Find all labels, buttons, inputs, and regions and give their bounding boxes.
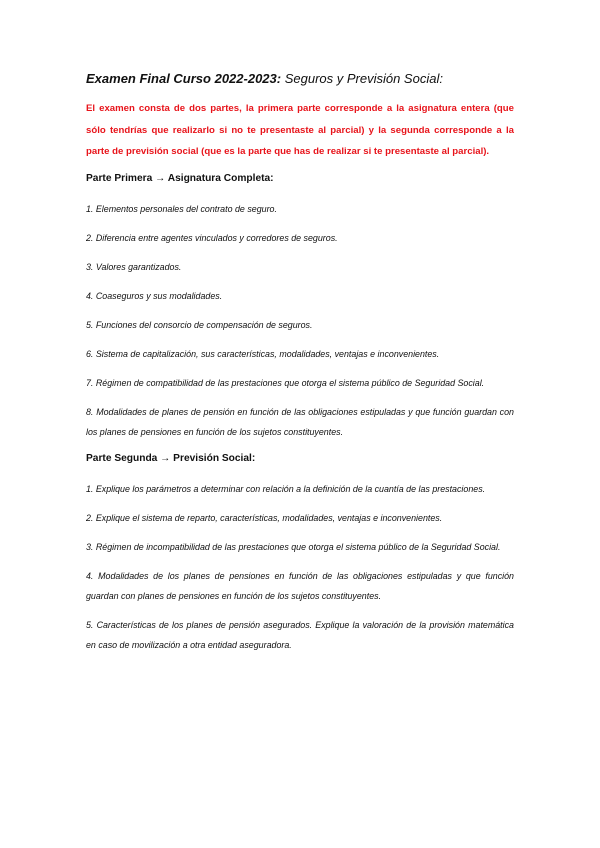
document-page: [86, 70, 514, 664]
title-bold-part: Examen Final Curso 2022-2023:: [86, 71, 282, 86]
part1-question-2: 2. Diferencia entre agentes vinculados y corredores de seguros.: [86, 232, 338, 243]
part1-question-list: [86, 199, 514, 442]
part1-question-8: 8. Modalidades de planes de pensión en función de las obligaciones estipuladas y que función guardan con los planes de pensiones en función de los sujetos constituyentes.: [86, 406, 514, 437]
title-subject: Seguros y Previsión Social:: [281, 71, 443, 86]
part2-question-1: 1. Explique los parámetros a determinar con relación a la definición de la cuantía de las prestaciones.: [86, 483, 486, 494]
document-title: [86, 70, 514, 88]
part2-heading: Parte Segunda → Previsión Social:: [86, 452, 256, 464]
part2-question-4: 4. Modalidades de los planes de pensiones en función de las obligaciones estipuladas y que función guardan con planes de pensiones en función de los sujetos constituyentes.: [86, 570, 514, 601]
part2-question-2: 2. Explique el sistema de reparto, características, modalidades, ventajas e inconvenientes.: [86, 512, 443, 523]
part1-question-3: 3. Valores garantizados.: [86, 261, 182, 272]
part1-question-4: 4. Coaseguros y sus modalidades.: [86, 290, 223, 301]
part2-question-list: [86, 479, 514, 655]
part1-question-7: 7. Régimen de compatibilidad de las prestaciones que otorga el sistema público de Seguridad Social.: [86, 377, 485, 388]
part2-question-5: 5. Características de los planes de pensión asegurados. Explique la valoración de la provisión matemática en caso de movilización a otra entidad aseguradora.: [86, 619, 514, 650]
part2-question-3: 3. Régimen de incompatibilidad de las prestaciones que otorga el sistema público de la Seguridad Social.: [86, 541, 501, 552]
exam-instructions: El examen consta de dos partes, la primera parte corresponde a la asignatura entera (que sólo tendrías que realizarlo si no te presentaste al parcial) y la segunda corresponde a la parte de previsión social (que es la parte que has de realizar si te presentaste al parcial).: [86, 103, 514, 157]
part1-question-5: 5. Funciones del consorcio de compensación de seguros.: [86, 319, 313, 330]
part1-question-6: 6. Sistema de capitalización, sus características, modalidades, ventajas e inconvenientes.: [86, 348, 440, 359]
part1-heading: Parte Primera → Asignatura Completa:: [86, 172, 274, 184]
part1-question-1: 1. Elementos personales del contrato de seguro.: [86, 203, 277, 214]
